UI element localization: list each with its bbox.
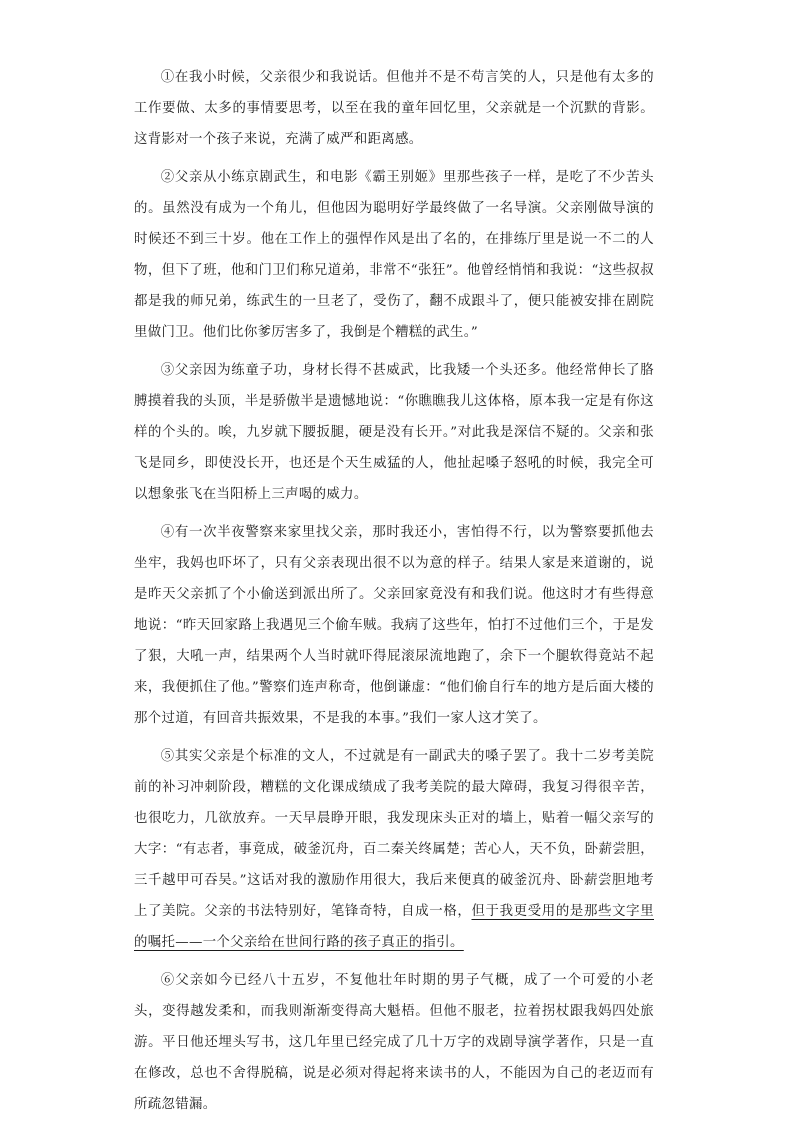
- paragraph-4: ④有一次半夜警察来家里找父亲，那时我还小，害怕得不行，以为警察要抓他去坐牢，我妈也吓坏了，只有父亲表现出很不以为意的样子。结果人家是来道谢的，说是昨天父亲抓了个小偷送到派出所了。父亲回家竟没有和我们说。他这时才有些得意地说：“昨天回家路上我遇见三个偷车贼。我病了这些年，怕打不过他们三个，于是发了狠，大吼一声，结果两个人当时就吓得屁滚尿流地跑了，余下一个腿软得竟站不起来，我便抓住了他。”警察们连声称奇，他倒谦虚：“他们偷自行车的地方是后面大楼的那个过道，有回音共振效果，不是我的本事。”我们一家人这才笑了。: [134, 525, 654, 726]
- underlined-sentence: 但于我更受用的是那些文字里的嘱托——一个父亲给在世间行路的孩子真正的指引。: [134, 904, 654, 950]
- paragraph-2: ②父亲从小练京剧武生，和电影《霸王别姬》里那些孩子一样，是吃了不少苦头的。虽然没有成为一个角儿，但他因为聪明好学最终做了一名导演。父亲刚做导演的时候还不到三十岁。他在工作上的强悍作风是出了名的，在排练厅里是说一不二的人物，但下了班，他和门卫们称兄道弟，非常不“张狂”。他曾经悄悄和我说：“这些叔叔都是我的师兄弟，练武生的一旦老了，受伤了，翻不成跟斗了，便只能被安排在剧院里做门卫。他们比你爹厉害多了，我倒是个糟糕的武生。”: [134, 170, 654, 340]
- paragraph-5: [134, 741, 654, 958]
- paragraph-3: ③父亲因为练童子功，身材长得不甚威武，比我矮一个头还多。他经常伸长了胳膊摸着我的头顶，半是骄傲半是遗憾地说：“你瞧瞧我儿这体格，原本我一定是有你这样的个头的。唉，九岁就下腰扳腿，硬是没有长开。”对此我是深信不疑的。父亲和张飞是同乡，即使没长开，也还是个天生威猛的人，他扯起嗓子怒吼的时候，我完全可以想象张飞在当阳桥上三声喝的威力。: [134, 363, 654, 502]
- document-page: [134, 62, 654, 1127]
- paragraph-1: ①在我小时候，父亲很少和我说话。但他并不是不苟言笑的人，只是他有太多的工作要做、太多的事情要思考，以至在我的童年回忆里，父亲就是一个沉默的背影。这背影对一个孩子来说，充满了威严和距离感。: [134, 70, 654, 147]
- paragraph-6: ⑥父亲如今已经八十五岁，不复他壮年时期的男子气概，成了一个可爱的小老头，变得越发柔和，而我则渐渐变得高大魁梧。但他不服老，拉着拐杖跟我妈四处旅游。平日他还埋头写书，这几年里已经完成了几十万字的戏剧导演学著作，只是一直在修改，总也不舍得脱稿，说是必须对得起将来读书的人，不能因为自己的老迈而有所疏忽错漏。: [134, 973, 654, 1112]
- paragraph-5-text: ⑤其实父亲是个标准的文人，不过就是有一副武夫的嗓子罢了。我十二岁考美院前的补习冲刺阶段，糟糕的文化课成绩成了我考美院的最大障碍，我复习得很辛苦，也很吃力，几欲放弃。一天早晨睁开眼，我发现床头正对的墙上，贴着一幅父亲写的大字：“有志者，事竟成，破釜沉舟，百二秦关终属楚；苦心人，天不负，卧薪尝胆，三千越甲可吞吴。”这话对我的激励作用很大，我后来便真的破釜沉舟、卧薪尝胆地考上了美院。父亲的书法特别好，笔锋奇特，自成一格，: [134, 749, 654, 919]
